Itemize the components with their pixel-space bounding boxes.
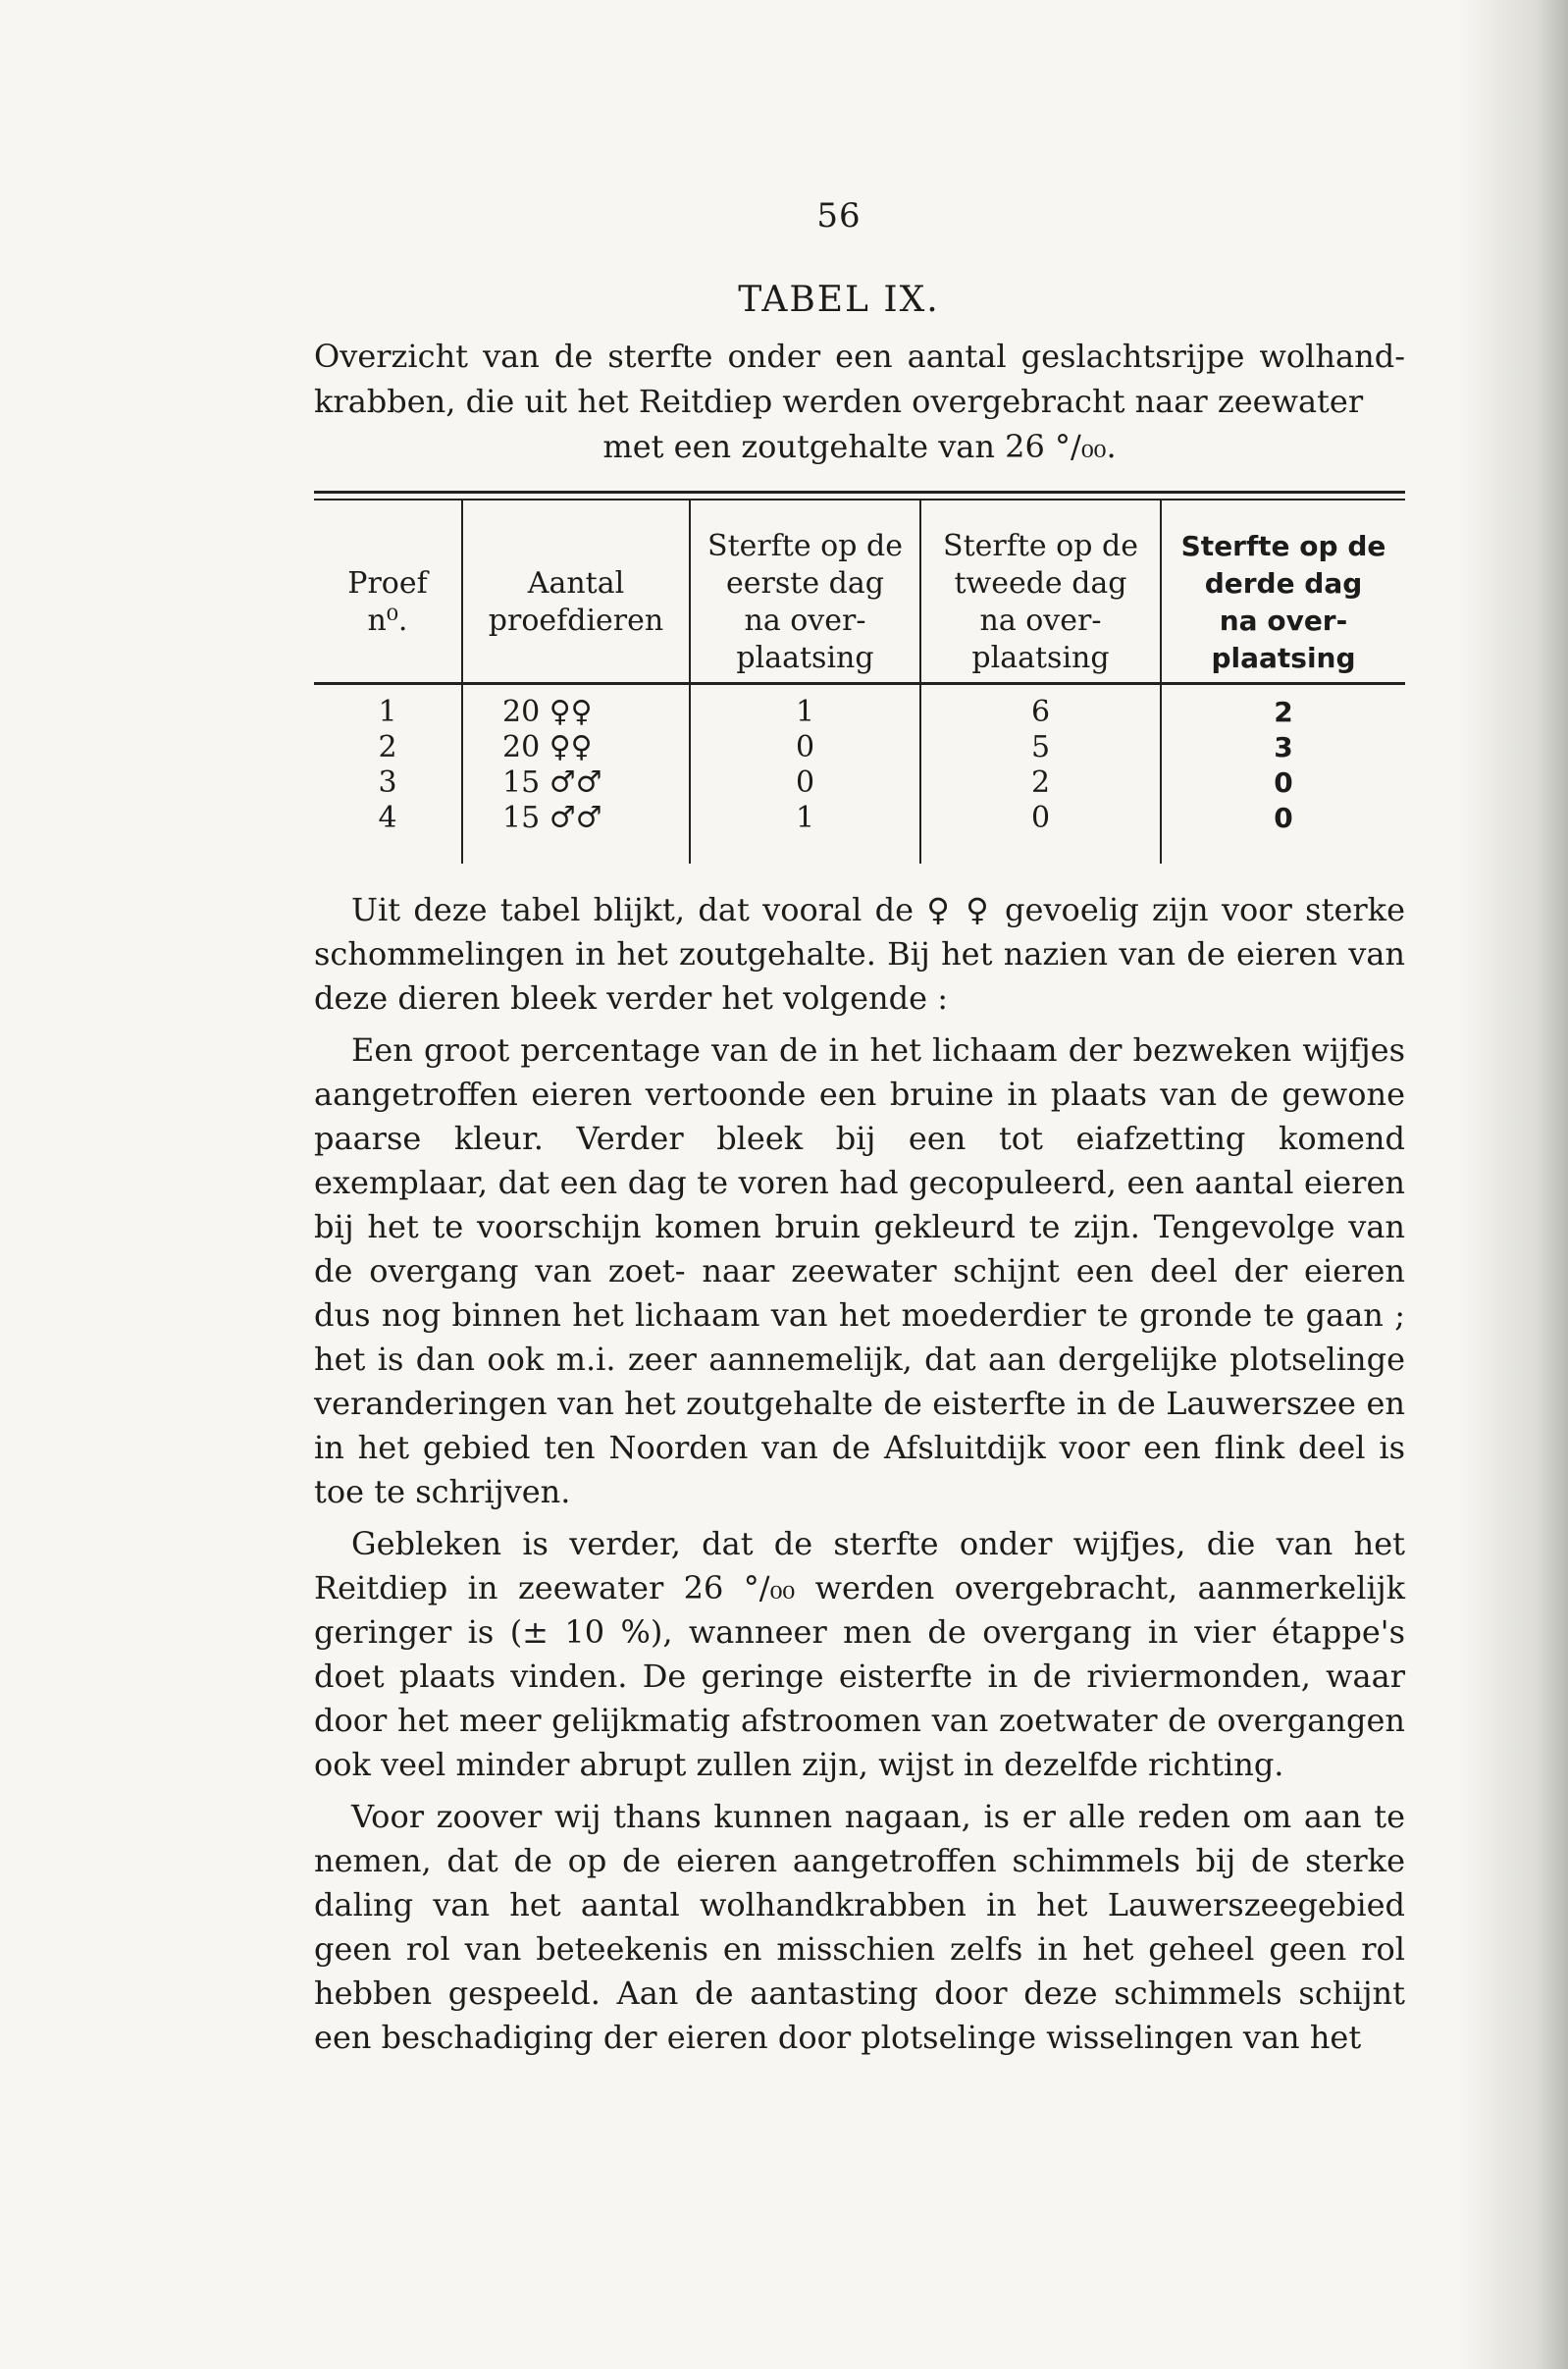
table-cell: 1 bbox=[795, 695, 815, 729]
caption-line-1: Overzicht van de sterfte onder een aantal geslachtsrijpe wolhand- bbox=[314, 338, 1405, 375]
column-proef bbox=[314, 685, 461, 864]
paragraph: Voor zoover wij thans kunnen nagaan, is er alle reden om aan te nemen, dat de op de eieren aangetroffen schimmels bij de sterke daling van het aantal wolhandkrabben in het Lauwerszeegebied geen rol van beteekenis en misschien zelfs in het geheel geen rol hebben gespeeld. Aan de aantasting door deze schimmels schijnt een beschadiging der eieren door plotselinge wisselingen van het bbox=[314, 1798, 1405, 2056]
paragraph: Uit deze tabel blijkt, dat vooral de ♀ ♀ gevoelig zijn voor sterke schommelingen in het zoutgehalte. Bij het nazien van de eieren van deze dieren bleek verder het volgende : bbox=[314, 891, 1405, 1017]
table-cell: 6 bbox=[1030, 695, 1051, 729]
column-dag3 bbox=[1160, 685, 1405, 864]
table-cell: 2 bbox=[1274, 696, 1293, 728]
table-header-row bbox=[314, 500, 1405, 682]
table-cell: 0 bbox=[1274, 802, 1293, 834]
caption-unit: °/₀₀. bbox=[1055, 428, 1117, 465]
table-cell: 0 bbox=[1030, 801, 1051, 835]
header-dag1: Sterfte op de eerste dag na over- plaatsing bbox=[689, 500, 919, 682]
table-top-rule bbox=[314, 491, 1405, 500]
mortality-table bbox=[314, 491, 1405, 864]
table-cell: 1 bbox=[795, 801, 815, 835]
table-cell: 0 bbox=[1274, 766, 1293, 799]
table-cell: 3 bbox=[1274, 731, 1293, 763]
page-number: 56 bbox=[816, 196, 862, 236]
table-cell: 0 bbox=[795, 730, 815, 764]
page-edge-shadow bbox=[1460, 0, 1568, 2369]
column-dag2 bbox=[919, 685, 1160, 864]
table-title: TABEL IX. bbox=[738, 280, 940, 320]
table-cell: 15 ♂♂ bbox=[502, 765, 602, 800]
table-cell: 4 bbox=[378, 801, 397, 835]
table-body bbox=[314, 685, 1405, 864]
table-caption bbox=[314, 334, 1405, 469]
table-cell: 2 bbox=[378, 730, 397, 764]
table-cell: 0 bbox=[795, 765, 815, 800]
column-aantal bbox=[461, 685, 689, 864]
table-cell: 15 ♂♂ bbox=[502, 801, 602, 835]
table-cell: 3 bbox=[378, 765, 397, 800]
header-aantal: Aantal proefdieren bbox=[461, 500, 689, 682]
table-cell: 5 bbox=[1030, 730, 1051, 764]
table-cell: 20 ♀♀ bbox=[502, 730, 593, 764]
table-cell: 1 bbox=[378, 695, 397, 729]
column-dag1 bbox=[689, 685, 919, 864]
paragraph: Gebleken is verder, dat de sterfte onder wijfjes, die van het Reitdiep in zeewater 26 °/₀₀ werden overgebracht, aanmerkelijk geringer is (± 10 %), wanneer men de overgang in vier étappe's doet plaats vinden. De geringe eisterfte in de riviermonden, waar door het meer gelijkmatig afstroomen van zoetwater de overgangen ook veel minder abrupt zullen zijn, wijst in dezelfde richting. bbox=[314, 1525, 1405, 1783]
header-dag3: Sterfte op de derde dag na over- plaatsing bbox=[1160, 500, 1405, 682]
table-cell: 20 ♀♀ bbox=[502, 695, 593, 729]
caption-line-3: met een zoutgehalte van 26 °/₀₀. bbox=[602, 428, 1117, 465]
paragraph: Een groot percentage van de in het lichaam der bezweken wijfjes aangetroffen eieren vertoonde een bruine in plaats van de gewone paarse kleur. Verder bleek bij een tot eiafzetting komend exemplaar, dat een dag te voren had gecopuleerd, een aantal eieren bij het te voorschijn komen bruin gekleurd te zijn. Tengevolge van de overgang van zoet- naar zeewater schijnt een deel der eieren dus nog binnen het lichaam van het moederdier te gronde te gaan ; het is dan ook m.i. zeer aannemelijk, dat aan dergelijke plotselinge veranderingen van het zoutgehalte de eisterfte in de Lauwerszee en in het gebied ten Noorden van de Afsluitdijk voor een flink deel is toe te schrijven. bbox=[314, 1031, 1405, 1510]
header-proef: Proef n⁰. bbox=[347, 566, 428, 638]
body-text bbox=[314, 888, 1405, 2068]
caption-line-2: krabben, die uit het Reitdiep werden overgebracht naar zeewater bbox=[314, 383, 1364, 420]
header-dag2: Sterfte op de tweede dag na over- plaatsing bbox=[919, 500, 1160, 682]
table-cell: 2 bbox=[1030, 765, 1051, 800]
